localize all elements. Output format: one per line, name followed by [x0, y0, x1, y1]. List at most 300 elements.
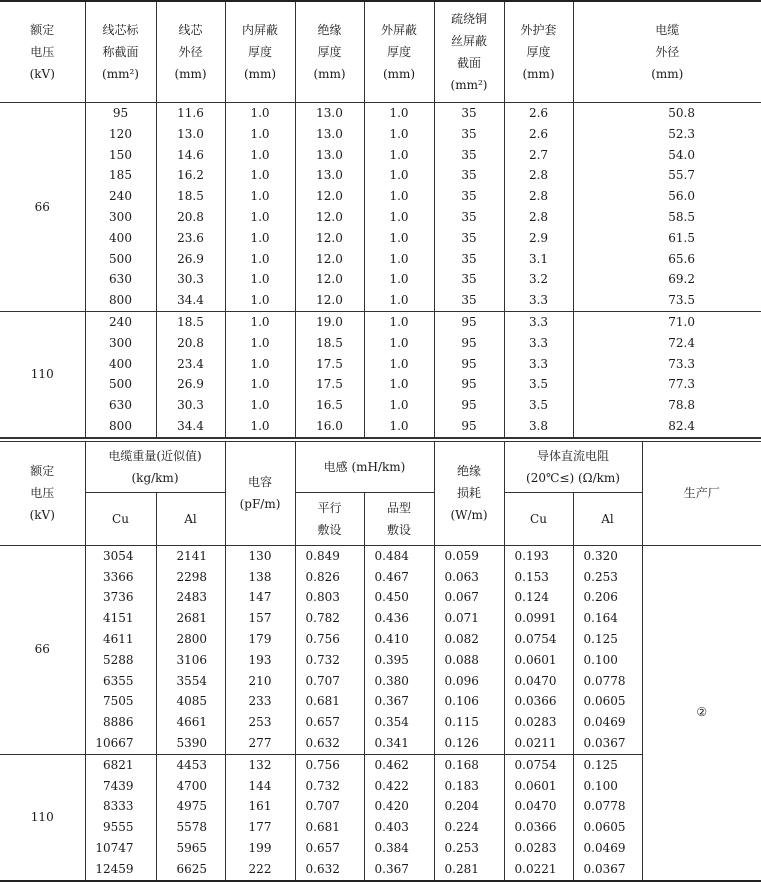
header-inductance-trefoil: 品型 敷设 — [364, 492, 434, 545]
header-cable-diameter: 电缆 外径 (mm) — [573, 1, 761, 103]
cable-diameter-cell: 52.3 — [573, 124, 761, 145]
cable-diameter-cell: 55.7 — [573, 165, 761, 186]
weight-al-cell: 4975 — [156, 796, 225, 817]
core-diameter-cell: 23.6 — [156, 228, 225, 249]
copper-wire-section-cell: 35 — [434, 269, 504, 290]
sheath-thickness-cell: 3.3 — [504, 290, 573, 311]
table-row — [0, 249, 761, 270]
insulation-cell: 19.0 — [295, 311, 364, 332]
outer-shield-cell: 1.0 — [364, 145, 434, 166]
inductance-parallel-cell: 0.681 — [295, 691, 364, 712]
weight-cu-cell: 5288 — [85, 650, 156, 671]
inductance-parallel-cell: 0.756 — [295, 754, 364, 775]
header-insulation: 绝缘 厚度 (mm) — [295, 1, 364, 103]
resistance-cu-cell: 0.0601 — [504, 776, 573, 797]
insulation-cell: 16.0 — [295, 416, 364, 437]
core-diameter-cell: 34.4 — [156, 290, 225, 311]
weight-cu-cell: 4611 — [85, 629, 156, 650]
outer-shield-cell: 1.0 — [364, 354, 434, 375]
weight-al-cell: 4085 — [156, 691, 225, 712]
table-row — [0, 207, 761, 228]
cable-diameter-cell: 61.5 — [573, 228, 761, 249]
weight-al-cell: 6625 — [156, 859, 225, 881]
inner-shield-cell: 1.0 — [225, 395, 295, 416]
inductance-parallel-cell: 0.782 — [295, 608, 364, 629]
inductance-parallel-cell: 0.632 — [295, 859, 364, 881]
cable-diameter-cell: 50.8 — [573, 103, 761, 124]
core-diameter-cell: 23.4 — [156, 354, 225, 375]
weight-cu-cell: 10667 — [85, 733, 156, 754]
cable-diameter-cell: 77.3 — [573, 374, 761, 395]
weight-cu-cell: 8333 — [85, 796, 156, 817]
table-row — [0, 333, 761, 354]
copper-wire-section-cell: 35 — [434, 228, 504, 249]
insulation-loss-cell: 0.088 — [434, 650, 504, 671]
header-resistance-cu: Cu — [504, 492, 573, 545]
insulation-cell: 12.0 — [295, 228, 364, 249]
inductance-trefoil-cell: 0.403 — [364, 817, 434, 838]
capacitance-cell: 233 — [225, 691, 295, 712]
inner-shield-cell: 1.0 — [225, 228, 295, 249]
outer-shield-cell: 1.0 — [364, 165, 434, 186]
capacitance-cell: 147 — [225, 587, 295, 608]
inner-shield-cell: 1.0 — [225, 207, 295, 228]
insulation-cell: 12.0 — [295, 269, 364, 290]
weight-al-cell: 2800 — [156, 629, 225, 650]
resistance-cu-cell: 0.0283 — [504, 838, 573, 859]
insulation-loss-cell: 0.082 — [434, 629, 504, 650]
header-resistance-al: Al — [573, 492, 642, 545]
cable-diameter-cell: 71.0 — [573, 311, 761, 332]
resistance-cu-cell: 0.0470 — [504, 796, 573, 817]
insulation-cell: 13.0 — [295, 165, 364, 186]
capacitance-cell: 179 — [225, 629, 295, 650]
core-section-cell: 630 — [85, 269, 156, 290]
table-row — [0, 395, 761, 416]
sheath-thickness-cell: 3.5 — [504, 374, 573, 395]
table-row — [0, 186, 761, 207]
insulation-cell: 12.0 — [295, 249, 364, 270]
header-cable-weight: 电缆重量(近似值) (kg/km) — [85, 442, 225, 493]
sheath-thickness-cell: 3.3 — [504, 333, 573, 354]
inductance-trefoil-cell: 0.450 — [364, 587, 434, 608]
copper-wire-section-cell: 35 — [434, 103, 504, 124]
voltage-cell: 66 — [0, 103, 85, 312]
outer-shield-cell: 1.0 — [364, 249, 434, 270]
cable-diameter-cell: 72.4 — [573, 333, 761, 354]
core-section-cell: 150 — [85, 145, 156, 166]
resistance-cu-cell: 0.193 — [504, 545, 573, 566]
resistance-al-cell: 0.0469 — [573, 712, 642, 733]
header2-rated-voltage: 额定 电压 (kV) — [0, 442, 85, 546]
cable-diameter-cell: 69.2 — [573, 269, 761, 290]
insulation-cell: 12.0 — [295, 186, 364, 207]
dimensions-table — [0, 0, 761, 438]
copper-wire-section-cell: 95 — [434, 354, 504, 375]
resistance-cu-cell: 0.0283 — [504, 712, 573, 733]
inductance-parallel-cell: 0.657 — [295, 838, 364, 859]
resistance-cu-cell: 0.124 — [504, 587, 573, 608]
weight-al-cell: 2298 — [156, 567, 225, 588]
inductance-parallel-cell: 0.657 — [295, 712, 364, 733]
resistance-cu-cell: 0.0366 — [504, 691, 573, 712]
inductance-trefoil-cell: 0.354 — [364, 712, 434, 733]
resistance-al-cell: 0.0367 — [573, 733, 642, 754]
weight-al-cell: 4661 — [156, 712, 225, 733]
weight-cu-cell: 3736 — [85, 587, 156, 608]
core-section-cell: 500 — [85, 374, 156, 395]
table-row — [0, 124, 761, 145]
cable-diameter-cell: 58.5 — [573, 207, 761, 228]
inner-shield-cell: 1.0 — [225, 186, 295, 207]
weight-al-cell: 5965 — [156, 838, 225, 859]
weight-cu-cell: 9555 — [85, 817, 156, 838]
electrical-body — [0, 545, 761, 880]
inductance-parallel-cell: 0.756 — [295, 629, 364, 650]
resistance-al-cell: 0.0778 — [573, 671, 642, 692]
inner-shield-cell: 1.0 — [225, 269, 295, 290]
resistance-al-cell: 0.253 — [573, 567, 642, 588]
resistance-al-cell: 0.125 — [573, 754, 642, 775]
capacitance-cell: 132 — [225, 754, 295, 775]
copper-wire-section-cell: 35 — [434, 186, 504, 207]
capacitance-cell: 157 — [225, 608, 295, 629]
outer-shield-cell: 1.0 — [364, 374, 434, 395]
copper-wire-section-cell: 95 — [434, 395, 504, 416]
inner-shield-cell: 1.0 — [225, 311, 295, 332]
inner-shield-cell: 1.0 — [225, 333, 295, 354]
resistance-al-cell: 0.100 — [573, 776, 642, 797]
outer-shield-cell: 1.0 — [364, 207, 434, 228]
resistance-cu-cell: 0.0601 — [504, 650, 573, 671]
capacitance-cell: 210 — [225, 671, 295, 692]
insulation-cell: 13.0 — [295, 124, 364, 145]
core-diameter-cell: 18.5 — [156, 186, 225, 207]
voltage-cell: 110 — [0, 311, 85, 437]
outer-shield-cell: 1.0 — [364, 290, 434, 311]
core-section-cell: 240 — [85, 186, 156, 207]
voltage-cell: 66 — [0, 545, 85, 754]
capacitance-cell: 193 — [225, 650, 295, 671]
capacitance-cell: 253 — [225, 712, 295, 733]
core-diameter-cell: 20.8 — [156, 207, 225, 228]
core-section-cell: 800 — [85, 416, 156, 437]
insulation-cell: 13.0 — [295, 103, 364, 124]
outer-shield-cell: 1.0 — [364, 333, 434, 354]
resistance-cu-cell: 0.0754 — [504, 629, 573, 650]
insulation-cell: 17.5 — [295, 354, 364, 375]
core-section-cell: 120 — [85, 124, 156, 145]
core-section-cell: 400 — [85, 354, 156, 375]
inductance-trefoil-cell: 0.436 — [364, 608, 434, 629]
outer-shield-cell: 1.0 — [364, 103, 434, 124]
voltage-cell: 110 — [0, 754, 85, 880]
resistance-cu-cell: 0.0366 — [504, 817, 573, 838]
inner-shield-cell: 1.0 — [225, 165, 295, 186]
insulation-cell: 12.0 — [295, 290, 364, 311]
header-manufacturer: 生产厂 — [642, 442, 761, 546]
capacitance-cell: 130 — [225, 545, 295, 566]
outer-shield-cell: 1.0 — [364, 228, 434, 249]
inductance-trefoil-cell: 0.367 — [364, 691, 434, 712]
resistance-cu-cell: 0.0221 — [504, 859, 573, 881]
outer-shield-cell: 1.0 — [364, 416, 434, 437]
weight-al-cell: 2681 — [156, 608, 225, 629]
resistance-cu-cell: 0.0754 — [504, 754, 573, 775]
core-section-cell: 630 — [85, 395, 156, 416]
inner-shield-cell: 1.0 — [225, 290, 295, 311]
weight-cu-cell: 6355 — [85, 671, 156, 692]
inductance-trefoil-cell: 0.410 — [364, 629, 434, 650]
insulation-loss-cell: 0.224 — [434, 817, 504, 838]
outer-shield-cell: 1.0 — [364, 124, 434, 145]
inductance-trefoil-cell: 0.380 — [364, 671, 434, 692]
header-weight-al: Al — [156, 492, 225, 545]
sheath-thickness-cell: 3.3 — [504, 311, 573, 332]
resistance-al-cell: 0.0605 — [573, 691, 642, 712]
dimensions-body — [0, 103, 761, 438]
weight-cu-cell: 7505 — [85, 691, 156, 712]
copper-wire-section-cell: 35 — [434, 124, 504, 145]
weight-cu-cell: 8886 — [85, 712, 156, 733]
insulation-loss-cell: 0.253 — [434, 838, 504, 859]
copper-wire-section-cell: 95 — [434, 311, 504, 332]
header-inductance-parallel: 平行 敷设 — [295, 492, 364, 545]
outer-shield-cell: 1.0 — [364, 186, 434, 207]
sheath-thickness-cell: 2.8 — [504, 165, 573, 186]
insulation-loss-cell: 0.168 — [434, 754, 504, 775]
sheath-thickness-cell: 3.1 — [504, 249, 573, 270]
weight-cu-cell: 3054 — [85, 545, 156, 566]
insulation-cell: 17.5 — [295, 374, 364, 395]
insulation-loss-cell: 0.063 — [434, 567, 504, 588]
core-diameter-cell: 13.0 — [156, 124, 225, 145]
sheath-thickness-cell: 2.6 — [504, 103, 573, 124]
copper-wire-section-cell: 95 — [434, 416, 504, 437]
inductance-trefoil-cell: 0.484 — [364, 545, 434, 566]
header-weight-cu: Cu — [85, 492, 156, 545]
resistance-al-cell: 0.125 — [573, 629, 642, 650]
header-copper-wire-shield: 疏绕铜 丝屏蔽 截面 (mm²) — [434, 1, 504, 103]
sheath-thickness-cell: 3.8 — [504, 416, 573, 437]
weight-al-cell: 4453 — [156, 754, 225, 775]
electrical-table — [0, 442, 761, 882]
header-core-diameter: 线芯 外径 (mm) — [156, 1, 225, 103]
table-row — [0, 103, 761, 124]
copper-wire-section-cell: 35 — [434, 207, 504, 228]
insulation-loss-cell: 0.126 — [434, 733, 504, 754]
weight-al-cell: 2483 — [156, 587, 225, 608]
insulation-loss-cell: 0.183 — [434, 776, 504, 797]
core-section-cell: 185 — [85, 165, 156, 186]
inductance-parallel-cell: 0.849 — [295, 545, 364, 566]
inductance-trefoil-cell: 0.422 — [364, 776, 434, 797]
table-row — [0, 354, 761, 375]
inner-shield-cell: 1.0 — [225, 354, 295, 375]
resistance-al-cell: 0.0778 — [573, 796, 642, 817]
resistance-al-cell: 0.320 — [573, 545, 642, 566]
table-row — [0, 269, 761, 290]
header-inner-shield: 内屏蔽 厚度 (mm) — [225, 1, 295, 103]
inner-shield-cell: 1.0 — [225, 145, 295, 166]
core-diameter-cell: 18.5 — [156, 311, 225, 332]
core-diameter-cell: 26.9 — [156, 374, 225, 395]
core-section-cell: 300 — [85, 333, 156, 354]
inductance-parallel-cell: 0.632 — [295, 733, 364, 754]
core-diameter-cell: 26.9 — [156, 249, 225, 270]
resistance-cu-cell: 0.0991 — [504, 608, 573, 629]
table-row — [0, 416, 761, 437]
resistance-al-cell: 0.0367 — [573, 859, 642, 881]
inner-shield-cell: 1.0 — [225, 103, 295, 124]
header-rated-voltage: 额定 电压 (kV) — [0, 1, 85, 103]
insulation-loss-cell: 0.106 — [434, 691, 504, 712]
cable-diameter-cell: 73.5 — [573, 290, 761, 311]
manufacturer-mark: ② — [642, 545, 761, 880]
inductance-trefoil-cell: 0.420 — [364, 796, 434, 817]
table-row — [0, 374, 761, 395]
resistance-al-cell: 0.0605 — [573, 817, 642, 838]
inductance-trefoil-cell: 0.395 — [364, 650, 434, 671]
dimensions-header-row — [0, 1, 761, 103]
table-row — [0, 290, 761, 311]
insulation-loss-cell: 0.071 — [434, 608, 504, 629]
core-diameter-cell: 14.6 — [156, 145, 225, 166]
inductance-parallel-cell: 0.732 — [295, 776, 364, 797]
cable-diameter-cell: 65.6 — [573, 249, 761, 270]
inductance-parallel-cell: 0.803 — [295, 587, 364, 608]
sheath-thickness-cell: 2.7 — [504, 145, 573, 166]
resistance-cu-cell: 0.0470 — [504, 671, 573, 692]
copper-wire-section-cell: 35 — [434, 145, 504, 166]
table-row — [0, 545, 761, 566]
insulation-loss-cell: 0.204 — [434, 796, 504, 817]
weight-cu-cell: 4151 — [85, 608, 156, 629]
cable-diameter-cell: 54.0 — [573, 145, 761, 166]
inner-shield-cell: 1.0 — [225, 374, 295, 395]
weight-cu-cell: 12459 — [85, 859, 156, 881]
resistance-al-cell: 0.206 — [573, 587, 642, 608]
copper-wire-section-cell: 95 — [434, 333, 504, 354]
weight-al-cell: 5578 — [156, 817, 225, 838]
outer-shield-cell: 1.0 — [364, 395, 434, 416]
core-diameter-cell: 11.6 — [156, 103, 225, 124]
core-section-cell: 400 — [85, 228, 156, 249]
capacitance-cell: 138 — [225, 567, 295, 588]
outer-shield-cell: 1.0 — [364, 269, 434, 290]
core-section-cell: 300 — [85, 207, 156, 228]
capacitance-cell: 161 — [225, 796, 295, 817]
sheath-thickness-cell: 2.8 — [504, 186, 573, 207]
weight-al-cell: 5390 — [156, 733, 225, 754]
core-diameter-cell: 30.3 — [156, 395, 225, 416]
capacitance-cell: 277 — [225, 733, 295, 754]
copper-wire-section-cell: 35 — [434, 165, 504, 186]
weight-al-cell: 2141 — [156, 545, 225, 566]
insulation-cell: 13.0 — [295, 145, 364, 166]
sheath-thickness-cell: 2.6 — [504, 124, 573, 145]
core-section-cell: 800 — [85, 290, 156, 311]
insulation-loss-cell: 0.067 — [434, 587, 504, 608]
header-outer-shield: 外屏蔽 厚度 (mm) — [364, 1, 434, 103]
resistance-al-cell: 0.100 — [573, 650, 642, 671]
core-diameter-cell: 16.2 — [156, 165, 225, 186]
electrical-header-row-1 — [0, 442, 761, 493]
resistance-al-cell: 0.164 — [573, 608, 642, 629]
outer-shield-cell: 1.0 — [364, 311, 434, 332]
weight-al-cell: 3554 — [156, 671, 225, 692]
core-diameter-cell: 20.8 — [156, 333, 225, 354]
cable-diameter-cell: 56.0 — [573, 186, 761, 207]
cable-diameter-cell: 82.4 — [573, 416, 761, 437]
copper-wire-section-cell: 95 — [434, 374, 504, 395]
table-row — [0, 311, 761, 332]
insulation-loss-cell: 0.281 — [434, 859, 504, 881]
inner-shield-cell: 1.0 — [225, 124, 295, 145]
weight-cu-cell: 6821 — [85, 754, 156, 775]
insulation-cell: 16.5 — [295, 395, 364, 416]
inductance-trefoil-cell: 0.367 — [364, 859, 434, 881]
sheath-thickness-cell: 2.8 — [504, 207, 573, 228]
weight-cu-cell: 7439 — [85, 776, 156, 797]
weight-cu-cell: 3366 — [85, 567, 156, 588]
weight-al-cell: 3106 — [156, 650, 225, 671]
weight-cu-cell: 10747 — [85, 838, 156, 859]
resistance-cu-cell: 0.153 — [504, 567, 573, 588]
insulation-cell: 18.5 — [295, 333, 364, 354]
insulation-loss-cell: 0.096 — [434, 671, 504, 692]
sheath-thickness-cell: 3.3 — [504, 354, 573, 375]
header-sheath: 外护套 厚度 (mm) — [504, 1, 573, 103]
header-dc-resistance: 导体直流电阻 (20℃≤) (Ω/km) — [504, 442, 642, 493]
insulation-loss-cell: 0.059 — [434, 545, 504, 566]
cable-diameter-cell: 78.8 — [573, 395, 761, 416]
insulation-cell: 12.0 — [295, 207, 364, 228]
inner-shield-cell: 1.0 — [225, 249, 295, 270]
capacitance-cell: 222 — [225, 859, 295, 881]
inductance-parallel-cell: 0.707 — [295, 796, 364, 817]
sheath-thickness-cell: 2.9 — [504, 228, 573, 249]
core-diameter-cell: 30.3 — [156, 269, 225, 290]
inductance-parallel-cell: 0.707 — [295, 671, 364, 692]
resistance-al-cell: 0.0469 — [573, 838, 642, 859]
inductance-trefoil-cell: 0.341 — [364, 733, 434, 754]
resistance-cu-cell: 0.0211 — [504, 733, 573, 754]
table-row — [0, 228, 761, 249]
inductance-parallel-cell: 0.732 — [295, 650, 364, 671]
core-section-cell: 500 — [85, 249, 156, 270]
sheath-thickness-cell: 3.2 — [504, 269, 573, 290]
inductance-trefoil-cell: 0.467 — [364, 567, 434, 588]
capacitance-cell: 177 — [225, 817, 295, 838]
core-diameter-cell: 34.4 — [156, 416, 225, 437]
capacitance-cell: 199 — [225, 838, 295, 859]
capacitance-cell: 144 — [225, 776, 295, 797]
table-row — [0, 145, 761, 166]
header-core-section: 线芯标 称截面 (mm²) — [85, 1, 156, 103]
inductance-parallel-cell: 0.826 — [295, 567, 364, 588]
header-inductance: 电感 (mH/km) — [295, 442, 434, 493]
sheath-thickness-cell: 3.5 — [504, 395, 573, 416]
table-row — [0, 165, 761, 186]
cable-diameter-cell: 73.3 — [573, 354, 761, 375]
inductance-trefoil-cell: 0.384 — [364, 838, 434, 859]
core-section-cell: 240 — [85, 311, 156, 332]
inductance-parallel-cell: 0.681 — [295, 817, 364, 838]
inductance-trefoil-cell: 0.462 — [364, 754, 434, 775]
copper-wire-section-cell: 35 — [434, 249, 504, 270]
weight-al-cell: 4700 — [156, 776, 225, 797]
